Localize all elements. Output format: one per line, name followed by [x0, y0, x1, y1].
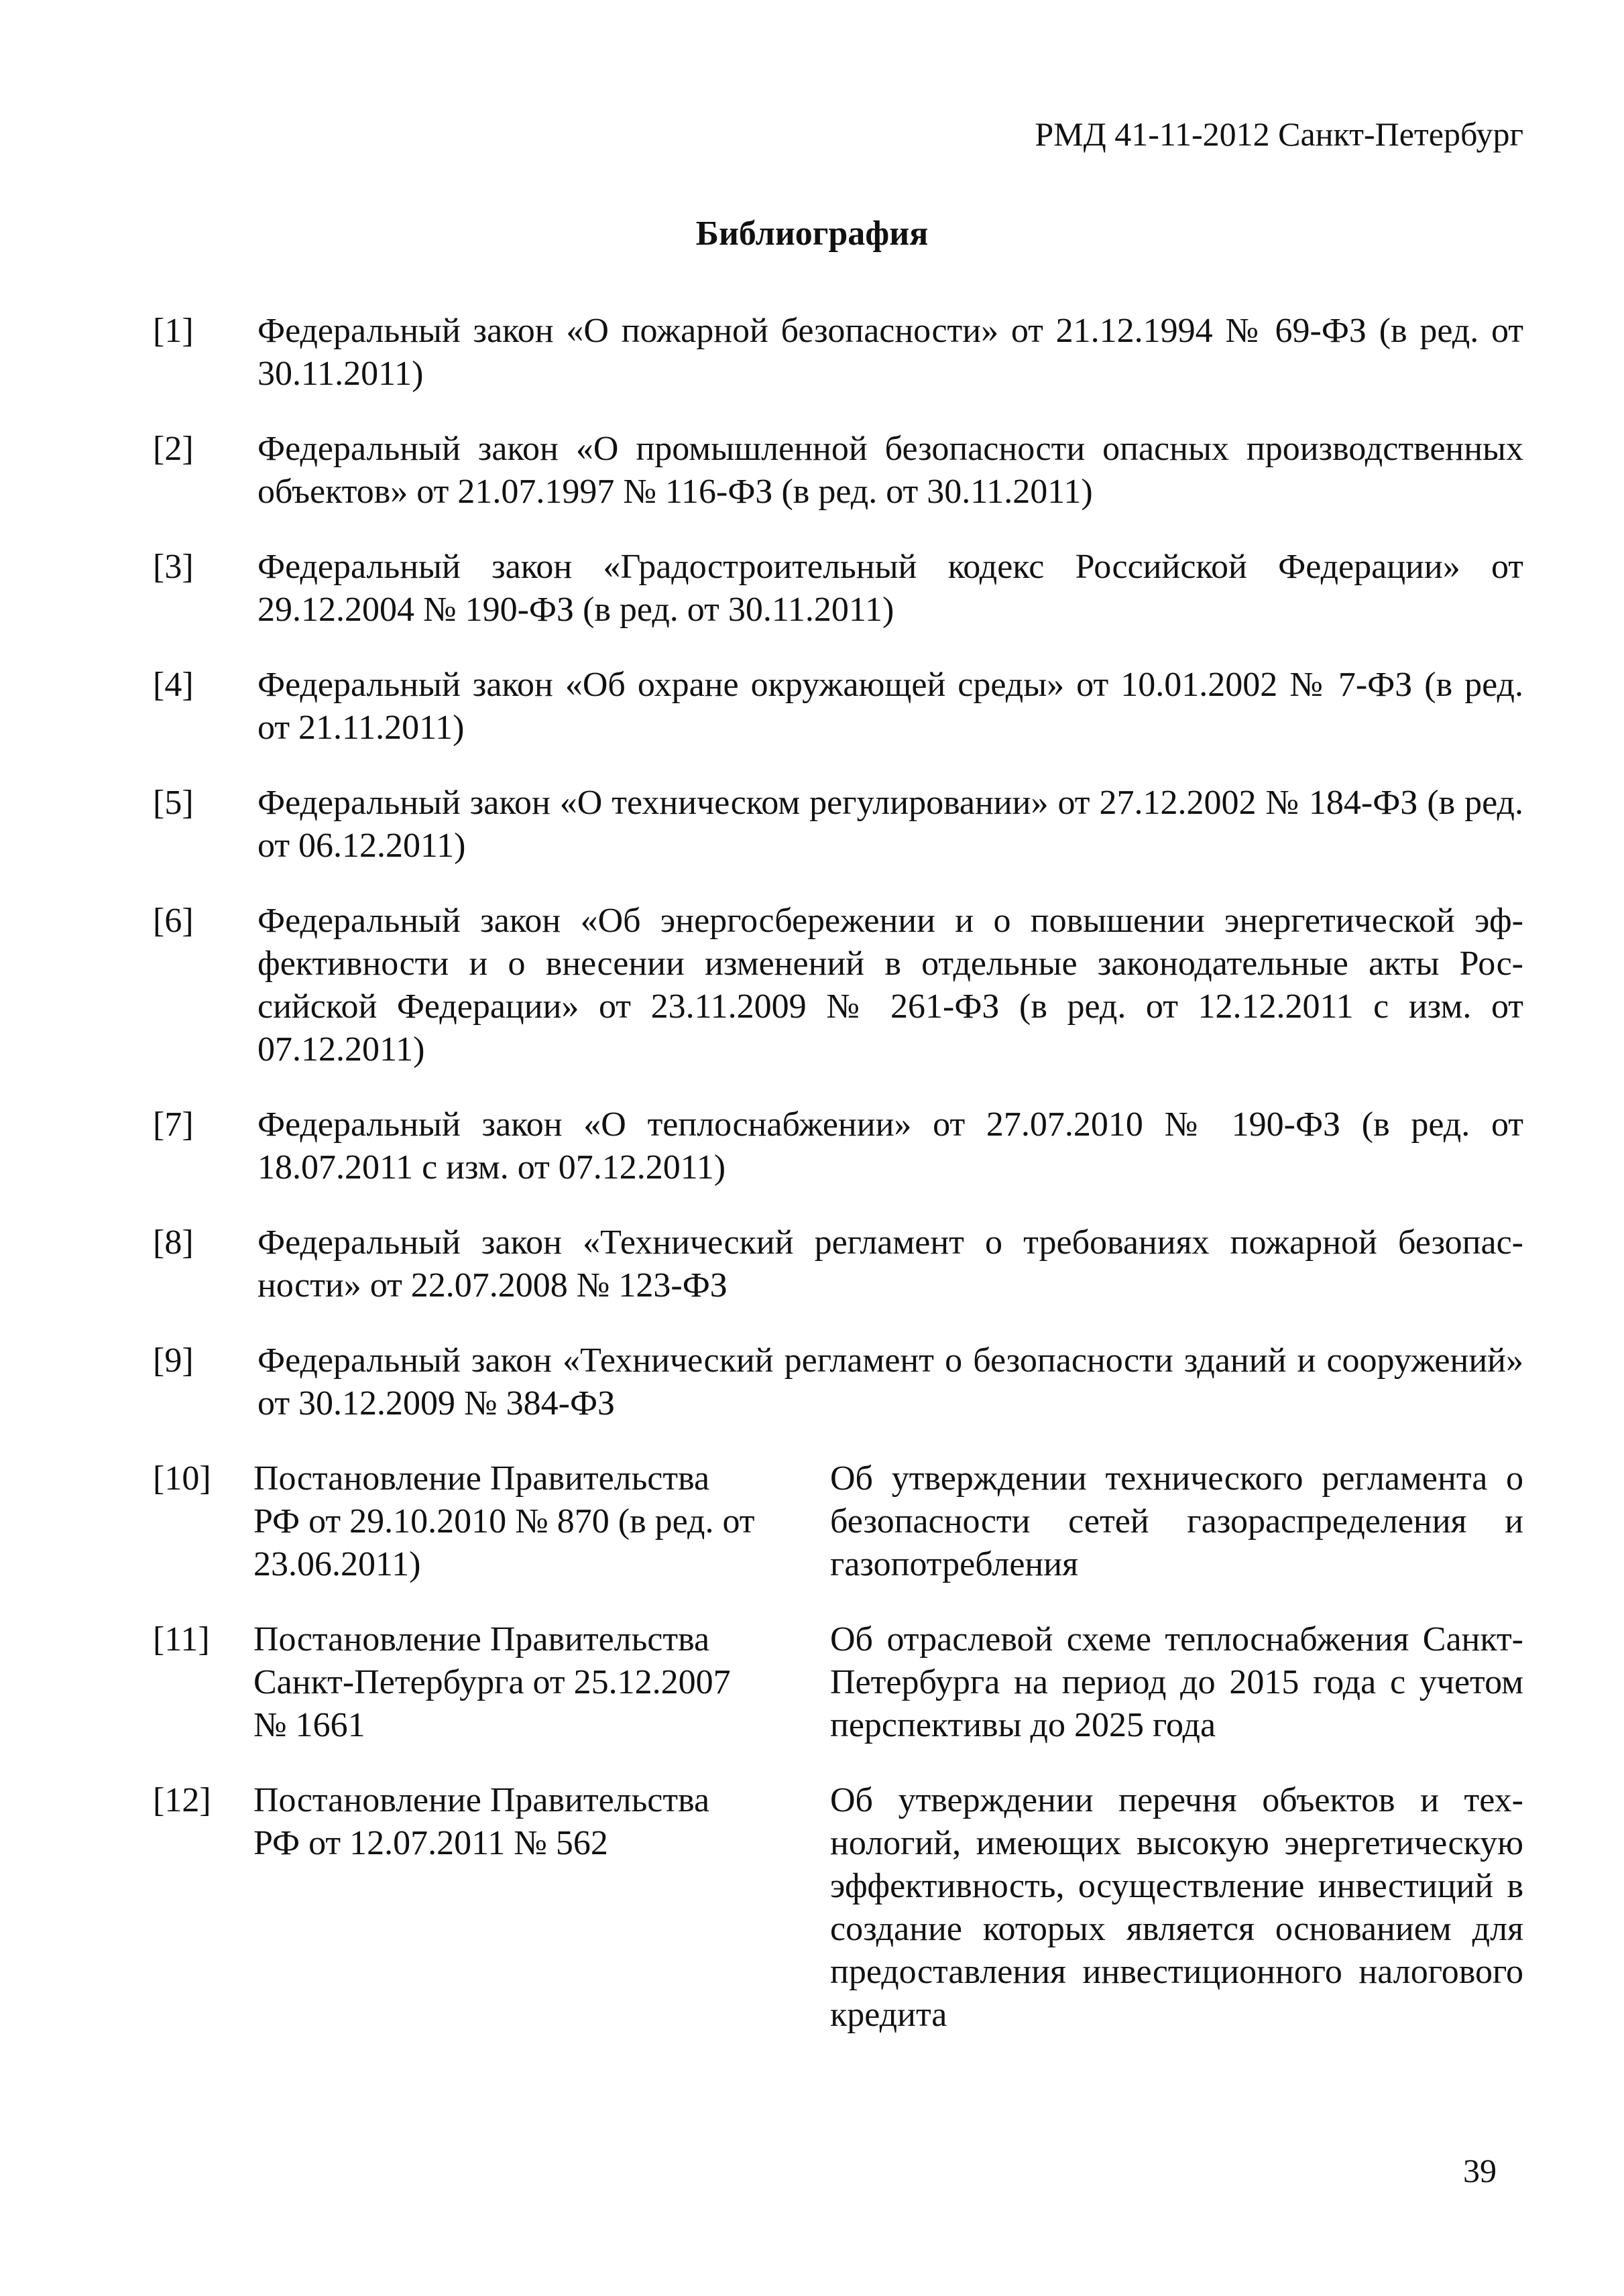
reference-item — [153, 782, 1523, 867]
reference-text: Федеральный закон «Технический регламент о безопасности зданий и сооружений» от 30.12.2009 № 384-ФЗ — [257, 1341, 1523, 1423]
reference-number: [4] — [153, 666, 194, 704]
reference-item — [153, 546, 1523, 631]
reference-item — [153, 310, 1523, 396]
reference-item — [153, 664, 1523, 749]
reference-item — [153, 900, 1523, 1071]
document-header: РМД 41-11-2012 Санкт-Петербург — [1035, 115, 1523, 153]
resolution-item — [153, 1779, 1523, 2037]
reference-number: [2] — [153, 430, 194, 468]
resolution-source: Постановление Правительства РФ от 12.07.2011 № 562 — [253, 1781, 710, 1862]
reference-text: Федеральный закон «О пожарной безопасности» от 21.12.1994 № 69-ФЗ (в ред. от 30.11.2011) — [257, 312, 1523, 393]
reference-number: [3] — [153, 548, 194, 586]
reference-text: Федеральный закон «О промышленной безопасности опасных производственных объектов» от 21.07.1997 № 116-ФЗ (в ред. от 30.11.2011) — [257, 430, 1523, 511]
resolution-source: Постановление Правительства РФ от 29.10.2010 № 870 (в ред. от 23.06.2011) — [253, 1459, 755, 1583]
reference-number: [8] — [153, 1223, 194, 1262]
resolution-title: Об утверждении технического регламента о безопасности сетей газораспределения и газопотребления — [830, 1459, 1523, 1583]
reference-item — [153, 1103, 1523, 1189]
reference-text: Федеральный закон «Градостроительный кодекс Российской Федерации» от 29.12.2004 № 190-ФЗ (в ред. от 30.11.2011) — [257, 548, 1523, 629]
reference-number: [9] — [153, 1341, 194, 1380]
reference-number: [10] — [153, 1459, 211, 1498]
page-title: Библиография — [695, 215, 929, 253]
reference-text: Федеральный закон «Об охране окружающей среды» от 10.01.2002 № 7-ФЗ (в ред. от 21.11.2011) — [257, 666, 1523, 747]
resolution-source: Постановление Правительства Санкт-Петербурга от 25.12.2007 № 1661 — [253, 1620, 731, 1744]
reference-text: Федеральный закон «О техническом регулировании» от 27.12.2002 № 184-ФЗ (в ред. от 06.12.2011) — [257, 784, 1523, 865]
resolution-item — [153, 1457, 1523, 1586]
reference-item — [153, 428, 1523, 513]
reference-text: Федеральный закон «Об энергосбережении и о повышении энергетической эффективности и о внесении изменений в отдельные законодательные акты Российской Федерации» от 23.11.2009 № 261-ФЗ (в ред. от 12.12.2011 с изм. от 07.12.2011) — [257, 902, 1523, 1069]
reference-number: [1] — [153, 312, 194, 350]
reference-number: [7] — [153, 1105, 194, 1144]
reference-number: [11] — [153, 1620, 210, 1658]
resolution-title: Об отраслевой схеме теплоснабжения Санкт-Петербурга на период до 2015 года с учетом перспективы до 2025 года — [830, 1620, 1523, 1744]
reference-text: Федеральный закон «О теплоснабжении» от 27.07.2010 № 190-ФЗ (в ред. от 18.07.2011 с изм. от 07.12.2011) — [257, 1105, 1523, 1187]
reference-item — [153, 1339, 1523, 1425]
resolution-item — [153, 1618, 1523, 1747]
reference-number: [5] — [153, 784, 194, 822]
reference-item — [153, 1221, 1523, 1307]
reference-number: [6] — [153, 902, 194, 940]
resolution-title: Об утверждении перечня объектов и технологий, имеющих высокую энергетическую эффективность, осуществление инвестиций в создание которых является основанием для предоставления инвестиционного налогового кредита — [830, 1781, 1523, 2034]
page-number: 39 — [1463, 2152, 1497, 2189]
reference-text: Федеральный закон «Технический регламент о требованиях пожарной безопасности» от 22.07.2008 № 123-ФЗ — [257, 1223, 1523, 1305]
bibliography-list — [153, 310, 1523, 2069]
reference-number: [12] — [153, 1781, 211, 1819]
